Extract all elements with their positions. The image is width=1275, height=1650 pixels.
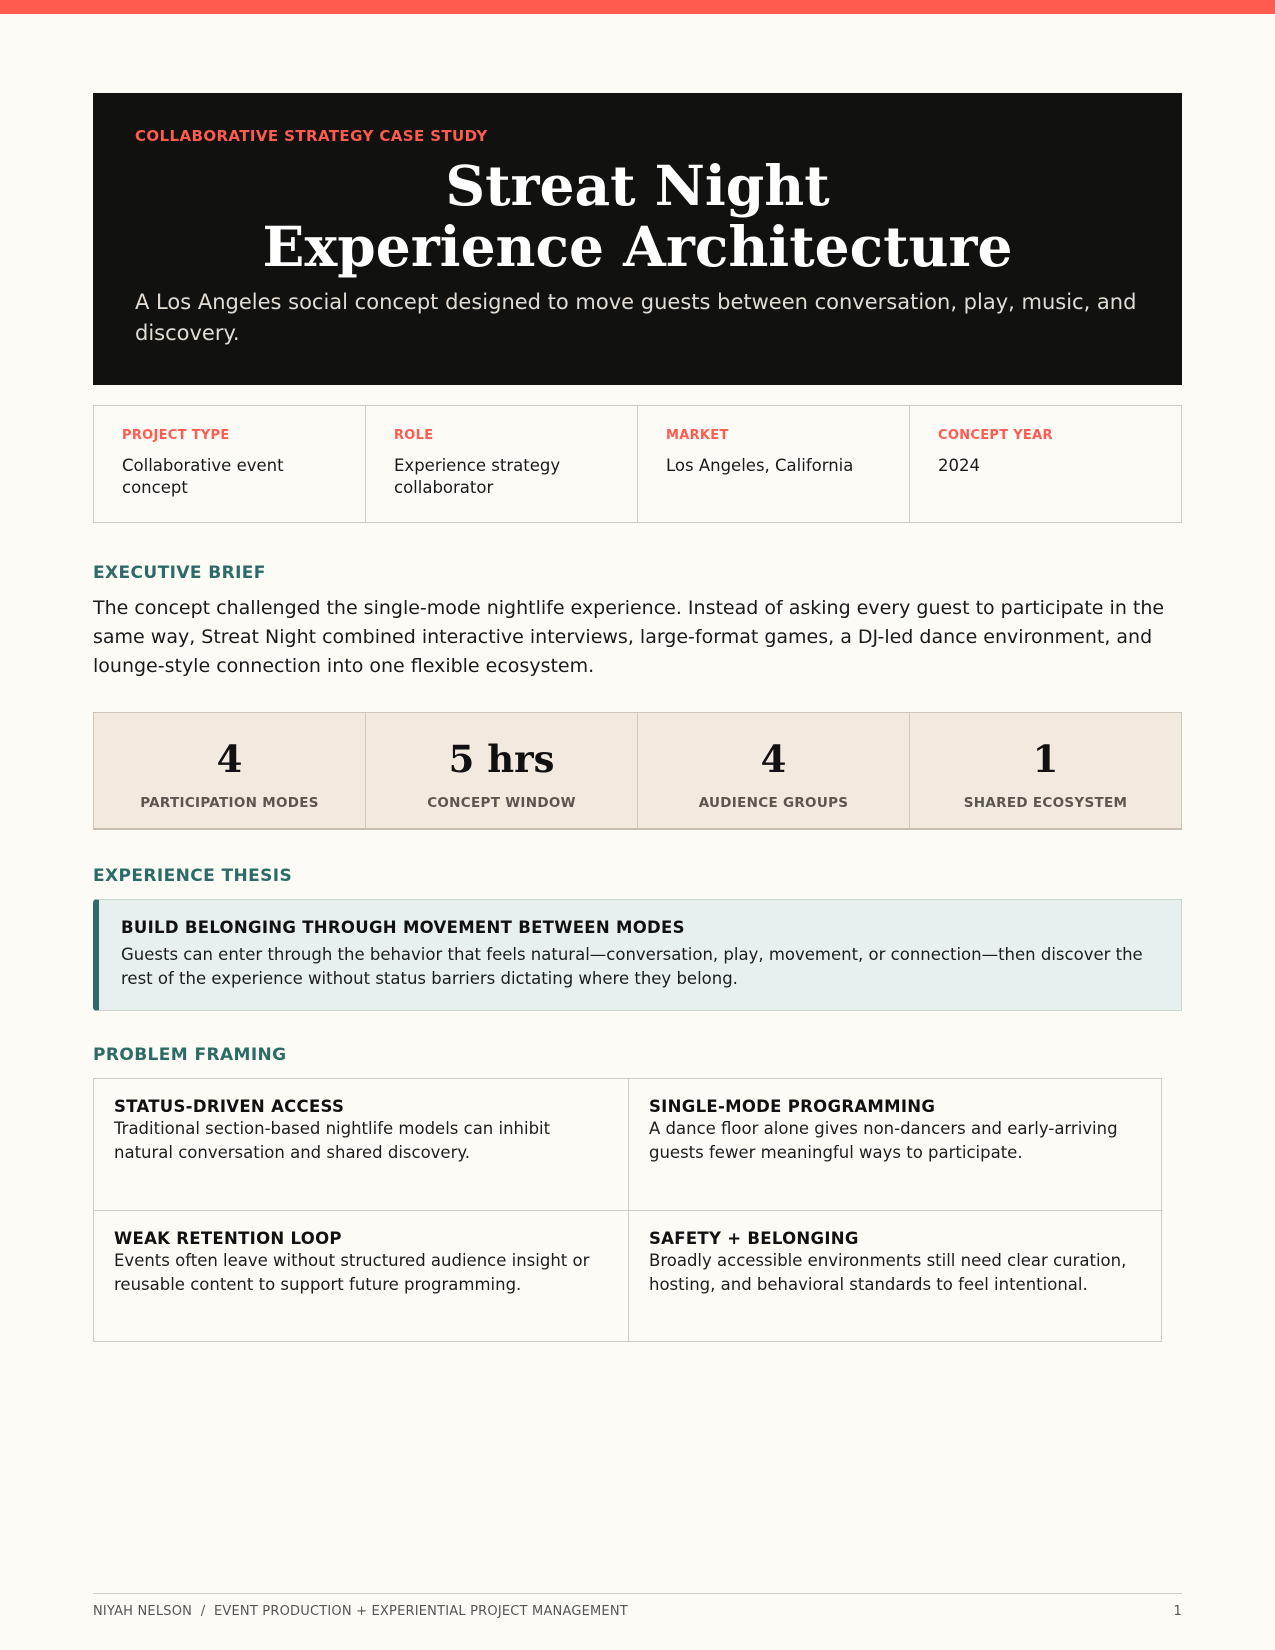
top-accent-bar [0, 0, 1275, 14]
problem-card-safety-belonging [628, 1210, 1163, 1341]
page-footer [93, 1593, 1182, 1619]
experience-thesis-heading: EXPERIENCE THESIS [93, 866, 293, 886]
page-title [135, 155, 1140, 277]
meta-value: 2024 [938, 456, 980, 475]
stat-value: 1 [1032, 737, 1059, 781]
page-content [93, 93, 1182, 1342]
meta-project-type [94, 406, 366, 522]
executive-brief-text: The concept challenged the single-mode nightlife experience. Instead of asking every guest to participate in the same way, Streat Night combined interactive interviews, large-format games, a DJ-led dance environment, and lounge-style connection into one flexible ecosystem. [93, 597, 1165, 677]
thesis-title: BUILD BELONGING THROUGH MOVEMENT BETWEEN MODES [121, 918, 685, 937]
problem-text: A dance floor alone gives non-dancers and early-arriving guests fewer meaningful ways to participate. [649, 1119, 1118, 1162]
problem-title: SINGLE-MODE PROGRAMMING [649, 1097, 936, 1116]
problem-grid [93, 1078, 1162, 1342]
stat-label: PARTICIPATION MODES [140, 795, 319, 811]
meta-role [366, 406, 638, 522]
stat-label: SHARED ECOSYSTEM [963, 795, 1128, 811]
title-line-1: Streat Night [445, 153, 830, 218]
meta-concept-year [910, 406, 1181, 522]
hero-banner [93, 93, 1182, 385]
stat-shared-ecosystem [910, 713, 1181, 828]
meta-label: CONCEPT YEAR [938, 428, 1053, 443]
title-line-2: Experience Architecture [262, 214, 1013, 279]
problem-card-status-driven-access [94, 1079, 628, 1210]
problem-text: Broadly accessible environments still need clear curation, hosting, and behavioral standards to feel intentional. [649, 1251, 1127, 1294]
meta-value: Collaborative event concept [122, 456, 284, 497]
stat-label: CONCEPT WINDOW [427, 795, 576, 811]
meta-value: Los Angeles, California [666, 456, 854, 475]
stat-audience-groups [638, 713, 910, 828]
problem-text: Events often leave without structured audience insight or reusable content to support future programming. [114, 1251, 590, 1294]
stats-strip [93, 712, 1182, 830]
problem-card-single-mode-programming [628, 1079, 1163, 1210]
project-meta-table [93, 405, 1182, 523]
meta-label: ROLE [394, 428, 434, 443]
thesis-callout [93, 899, 1182, 1011]
stat-participation-modes [94, 713, 366, 828]
meta-market [638, 406, 910, 522]
problem-card-weak-retention-loop [94, 1210, 628, 1341]
meta-label: MARKET [666, 428, 729, 443]
stat-concept-window [366, 713, 638, 828]
problem-framing-heading: PROBLEM FRAMING [93, 1045, 287, 1065]
thesis-text: Guests can enter through the behavior that feels natural—conversation, play, movement, or connection—then discover the rest of the experience without status barriers dictating where they belong. [121, 945, 1143, 988]
problem-text: Traditional section-based nightlife models can inhibit natural conversation and shared discovery. [114, 1119, 551, 1162]
footer-credit: NIYAH NELSON / EVENT PRODUCTION + EXPERIENTIAL PROJECT MANAGEMENT [93, 1604, 628, 1619]
stat-value: 4 [216, 737, 243, 781]
problem-title: SAFETY + BELONGING [649, 1229, 859, 1248]
meta-value: Experience strategy collaborator [394, 456, 561, 497]
executive-brief-heading: EXECUTIVE BRIEF [93, 563, 266, 583]
problem-title: WEAK RETENTION LOOP [114, 1229, 342, 1248]
hero-eyebrow: COLLABORATIVE STRATEGY CASE STUDY [135, 127, 488, 145]
hero-subtitle: A Los Angeles social concept designed to move guests between conversation, play, music, and discovery. [135, 290, 1137, 345]
stat-value: 4 [760, 737, 787, 781]
stat-value: 5 hrs [448, 737, 555, 781]
page-number: 1 [1173, 1604, 1182, 1619]
stat-label: AUDIENCE GROUPS [698, 795, 849, 811]
problem-title: STATUS-DRIVEN ACCESS [114, 1097, 345, 1116]
meta-label: PROJECT TYPE [122, 428, 230, 443]
